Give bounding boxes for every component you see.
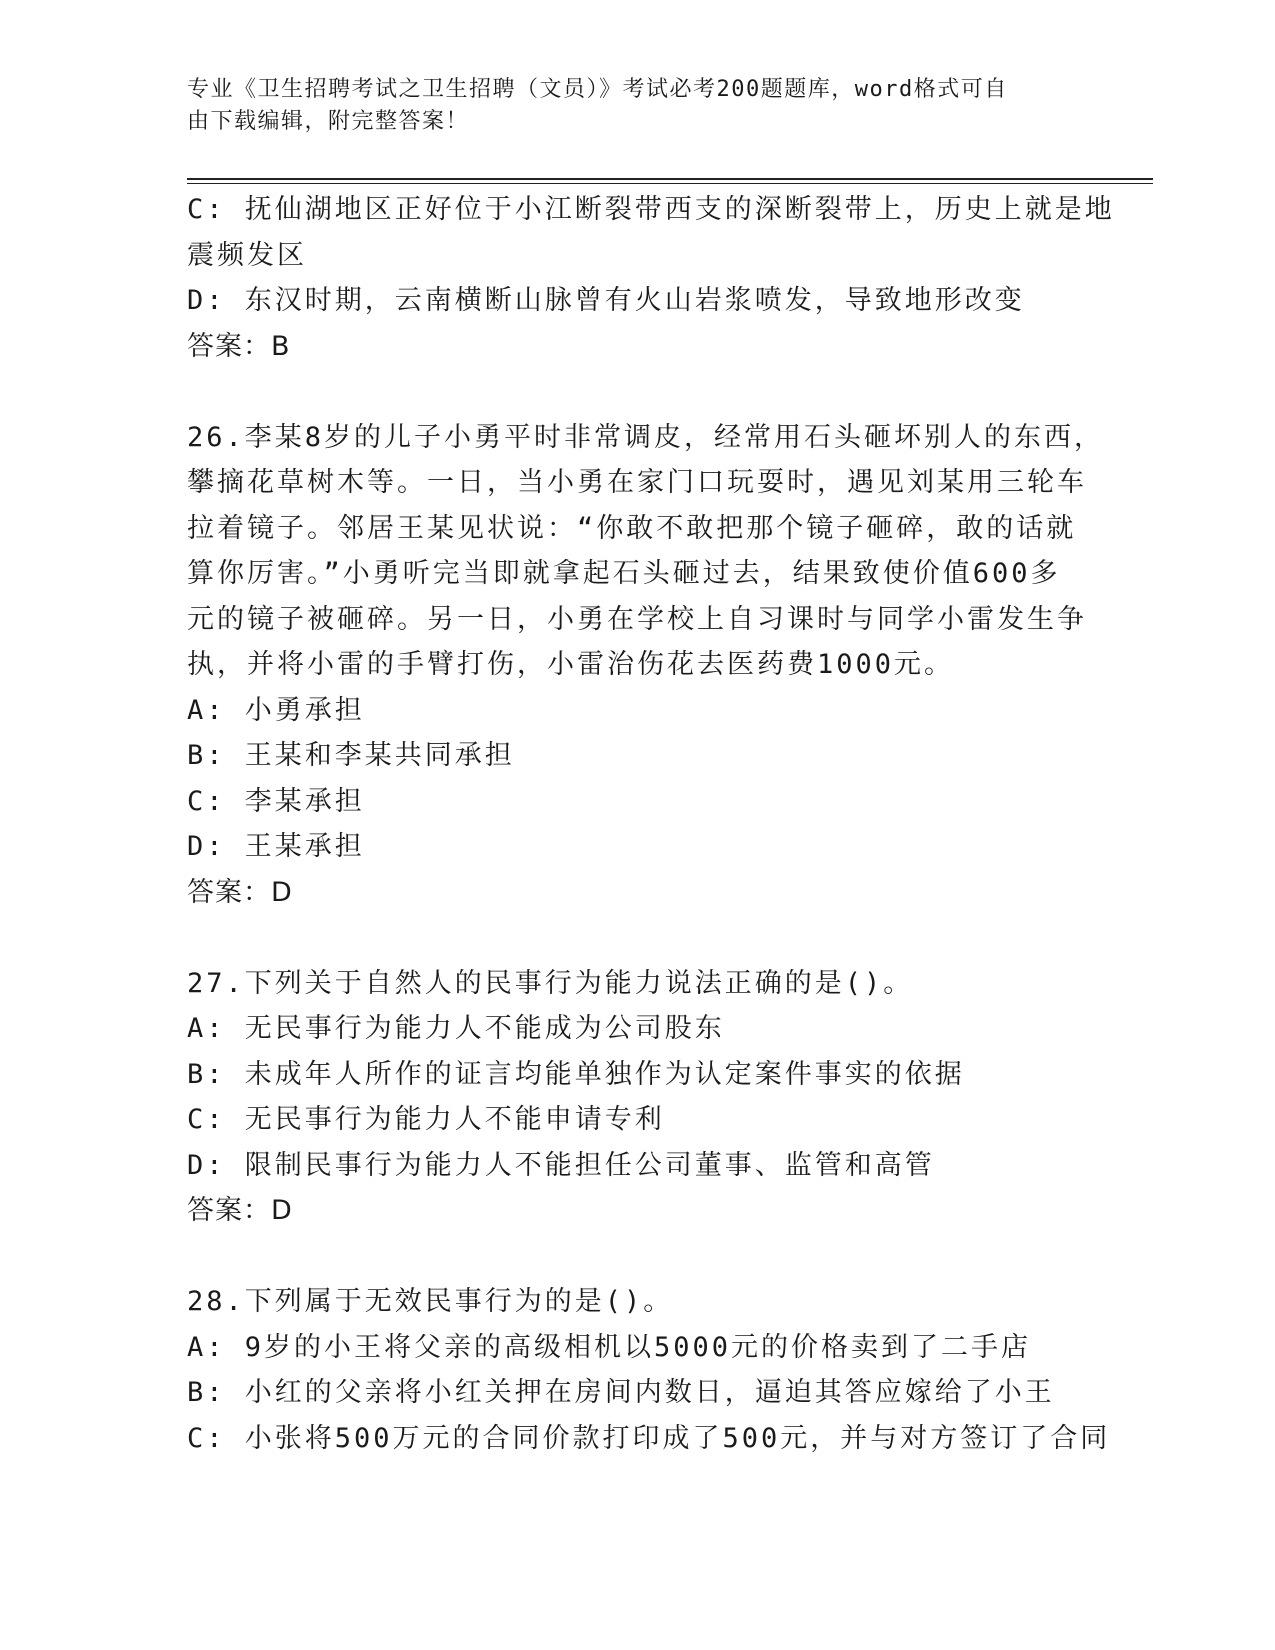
question-stem-line: 拉着镜子。邻居王某见状说：“你敢不敢把那个镜子砸碎，敢的话就 [187,512,1077,544]
option-c: C: 小张将500万元的合同价款打印成了500元，并与对方签订了合同 [187,1422,1111,1454]
option-b: B: 小红的父亲将小红关押在房间内数日，逼迫其答应嫁给了小王 [187,1377,1055,1408]
option-d: D: 限制民事行为能力人不能担任公司董事、监管和高管 [187,1149,935,1181]
option-a: A: 小勇承担 [187,694,365,726]
spacer [187,915,1087,961]
answer-26: 答案：D [187,876,293,908]
question-stem: 27.下列关于自然人的民事行为能力说法正确的是()。 [187,967,914,999]
header-line-1: 专业《卫生招聘考试之卫生招聘（文员）》考试必考200题题库，word格式可自 [187,77,1008,102]
header-divider-thin [187,183,1153,184]
answer-25: 答案：B [187,330,291,362]
spacer [187,1234,1087,1280]
option-a: A: 9岁的小王将父亲的高级相机以5000元的价格卖到了二手店 [187,1331,1032,1363]
question-stem-line: 26.李某8岁的儿子小勇平时非常调皮，经常用石头砸坏别人的东西， [187,421,1105,453]
page-header [187,74,1067,138]
option-c-line-1: C: 抚仙湖地区正好位于小江断裂带西支的深断裂带上，历史上就是地 [187,194,1115,225]
option-b: B: 未成年人所作的证言均能单独作为认定案件事实的依据 [187,1058,965,1090]
question-stem-line: 攀摘花草树木等。一日，当小勇在家门口玩耍时，遇见刘某用三轮车 [187,467,1087,498]
question-25-tail [187,187,1115,369]
question-stem-line: 算你厉害。”小勇听完当即就拿起石头砸过去，结果致使价值600多 [187,558,1061,589]
answer-27: 答案：D [187,1195,293,1226]
question-content [187,187,1115,1461]
option-c: C: 李某承担 [187,785,365,817]
question-28 [187,1279,1111,1461]
option-c: C: 无民事行为能力人不能申请专利 [187,1104,665,1135]
question-stem: 28.下列属于无效民事行为的是()。 [187,1286,674,1317]
question-27 [187,961,1087,1234]
option-c-line-2: 震频发区 [187,239,307,271]
header-line-2: 由下载编辑，附完整答案！ [187,109,470,134]
question-26 [187,415,1105,916]
question-stem-line: 元的镜子被砸碎。另一日，小勇在学校上自习课时与同学小雷发生争 [187,603,1087,635]
option-a: A: 无民事行为能力人不能成为公司股东 [187,1013,725,1044]
question-stem-line: 执，并将小雷的手臂打伤，小雷治伤花去医药费1000元。 [187,649,955,680]
option-d: D: 东汉时期，云南横断山脉曾有火山岩浆喷发，导致地形改变 [187,285,1025,316]
option-d: D: 王某承担 [187,831,365,862]
header-divider-thick [187,178,1153,180]
option-b: B: 王某和李某共同承担 [187,740,515,771]
spacer [187,369,1087,415]
